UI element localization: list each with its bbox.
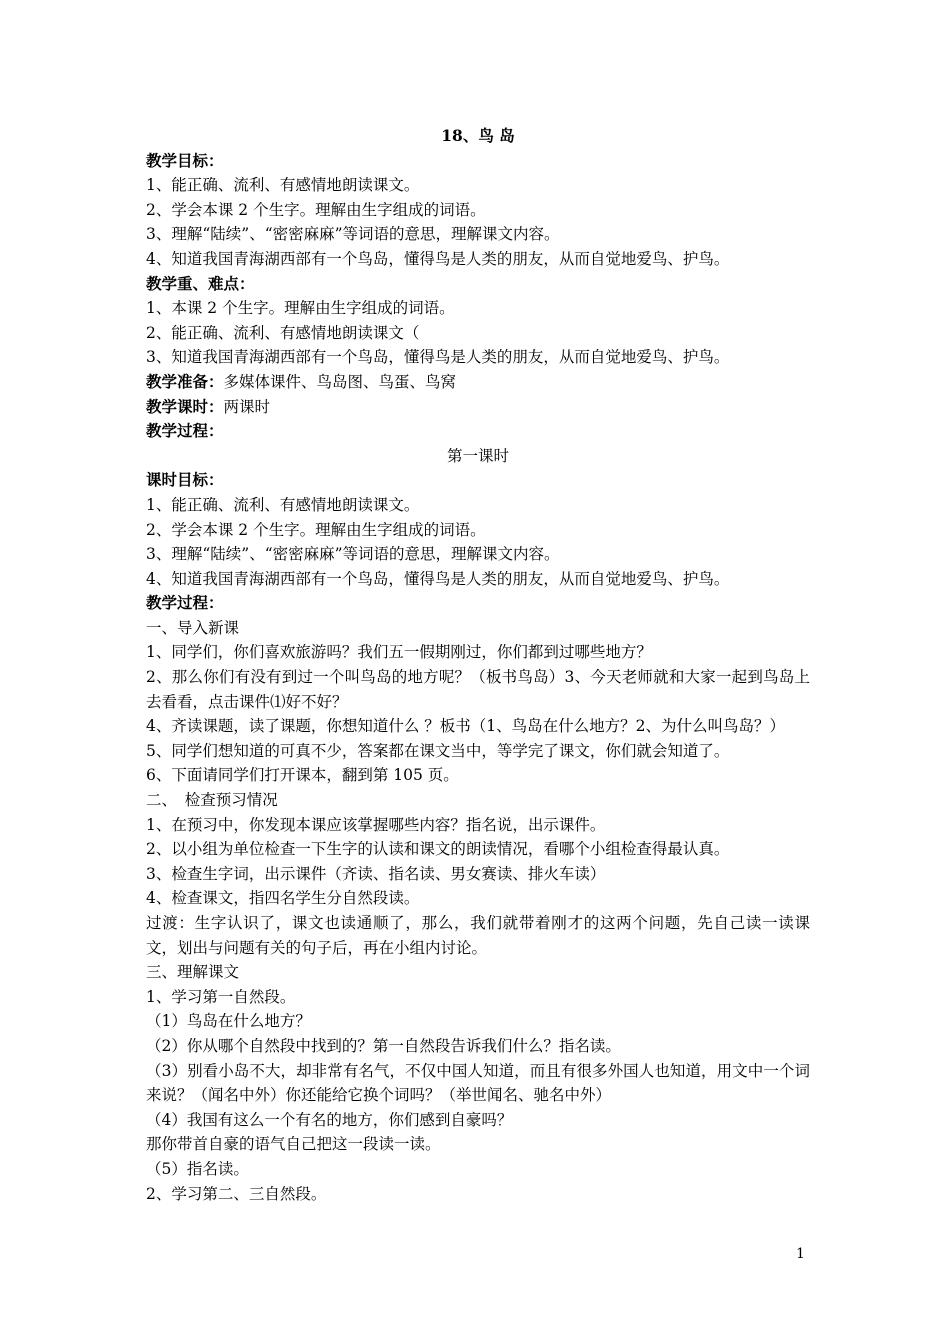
goal-item: 4、知道我国青海湖西部有一个鸟岛，懂得鸟是人类的朋友，从而自觉地爱鸟、护鸟。 xyxy=(146,249,730,268)
section-3-item: （2）你从哪个自然段中找到的？第一自然段告诉我们什么？指名读。 xyxy=(146,1036,621,1055)
hours-text: 两课时 xyxy=(223,397,271,416)
hours-row xyxy=(146,395,810,420)
document-body xyxy=(146,124,810,1206)
section-1-item: 4、齐读课题，读了课题，你想知道什么 ？板书（1、鸟岛在什么地方？2、为什么叫鸟岛？） xyxy=(146,717,786,736)
goal-item: 1、能正确、流利、有感情地朗读课文。 xyxy=(146,176,420,195)
preparation-row xyxy=(146,370,810,395)
lesson-goal-item: 1、能正确、流利、有感情地朗读课文。 xyxy=(146,495,420,514)
section-3-item: （4）我国有这么一个有名的地方，你们感到自豪吗？ xyxy=(146,1110,513,1129)
lesson-title: 18、鸟 岛 xyxy=(441,126,515,145)
section-1-item: 5、同学们想知道的可真不少，答案都在课文当中，等学完了课文，你们就会知道了。 xyxy=(146,741,730,760)
hours-heading: 教学课时： xyxy=(146,396,224,416)
section-2-item: 3、检查生字词，出示课件（齐读、指名读、男女赛读、排火车读） xyxy=(146,864,606,883)
section-1-item: 6、下面请同学们打开课本，翻到第 105 页。 xyxy=(146,766,459,785)
section-2-title: 二、 检查预习情况 xyxy=(146,791,278,810)
section-3-item: （1）鸟岛在什么地方？ xyxy=(146,1012,311,1031)
key-point-item: 2、能正确、流利、有感情地朗读课文（ xyxy=(146,323,420,342)
section-2-item: 2、以小组为单位检查一下生字的认读和课文的朗读情况，看哪个小组检查得最认真。 xyxy=(146,840,730,859)
key-points-heading: 教学重、难点： xyxy=(146,273,255,293)
lesson-period-title: 第一课时 xyxy=(446,446,509,465)
page-number: 1 xyxy=(796,1246,805,1262)
goal-item: 3、理解“陆续”、“密密麻麻”等词语的意思，理解课文内容。 xyxy=(146,225,560,244)
goal-item: 2、学会本课 2 个生字。理解由生字组成的词语。 xyxy=(146,200,486,219)
section-3-item: （5）指名读。 xyxy=(146,1159,249,1178)
goals-heading: 教学目标： xyxy=(146,150,224,170)
key-point-item: 1、本课 2 个生字。理解由生字组成的词语。 xyxy=(146,299,455,318)
process-heading: 教学过程： xyxy=(146,421,224,441)
section-1-item: 2、那么你们有没有到过一个叫鸟岛的地方呢？（板书鸟岛）3、今天老师就和大家一起到鸟岛上去看看，点击课件⑴好不好？ xyxy=(146,668,810,711)
process-heading-2: 教学过程： xyxy=(146,593,224,613)
section-1-item: 1、同学们，你们喜欢旅游吗？我们五一假期刚过，你们都到过哪些地方？ xyxy=(146,643,652,662)
section-2-item: 1、在预习中，你发现本课应该掌握哪些内容？指名说，出示课件。 xyxy=(146,815,606,834)
preparation-heading: 教学准备： xyxy=(146,371,224,391)
section-3-item: 那你带首自豪的语气自己把这一段读一读。 xyxy=(146,1135,441,1154)
lesson-goals-heading: 课时目标： xyxy=(146,470,224,490)
key-point-item: 3、知道我国青海湖西部有一个鸟岛，懂得鸟是人类的朋友，从而自觉地爱鸟、护鸟。 xyxy=(146,348,730,367)
section-2-item: 4、检查课文，指四名学生分自然段读。 xyxy=(146,889,420,908)
section-3-title: 三、理解课文 xyxy=(146,963,240,982)
lesson-goal-item: 3、理解“陆续”、“密密麻麻”等词语的意思，理解课文内容。 xyxy=(146,545,560,564)
section-2-item: 过渡：生字认识了，课文也读通顺了，那么，我们就带着刚才的这两个问题，先自己读一读课文，划出与问题有关的句子后，再在小组内讨论。 xyxy=(146,914,810,957)
section-3-item: （3）别看小岛不大，却非常有名气，不仅中国人知道，而且有很多外国人也知道，用文中一个词来说？（闻名中外）你还能给它换个词吗？（举世闻名、驰名中外） xyxy=(146,1061,810,1105)
lesson-goal-item: 4、知道我国青海湖西部有一个鸟岛，懂得鸟是人类的朋友，从而自觉地爱鸟、护鸟。 xyxy=(146,569,730,588)
section-3-item: 2、学习第二、三自然段。 xyxy=(146,1184,327,1203)
section-1-title: 一、导入新课 xyxy=(146,618,240,637)
lesson-goal-item: 2、学会本课 2 个生字。理解由生字组成的词语。 xyxy=(146,520,486,539)
section-3-item: 1、学习第一自然段。 xyxy=(146,987,296,1006)
preparation-text: 多媒体课件、鸟岛图、鸟蛋、鸟窝 xyxy=(223,372,457,391)
